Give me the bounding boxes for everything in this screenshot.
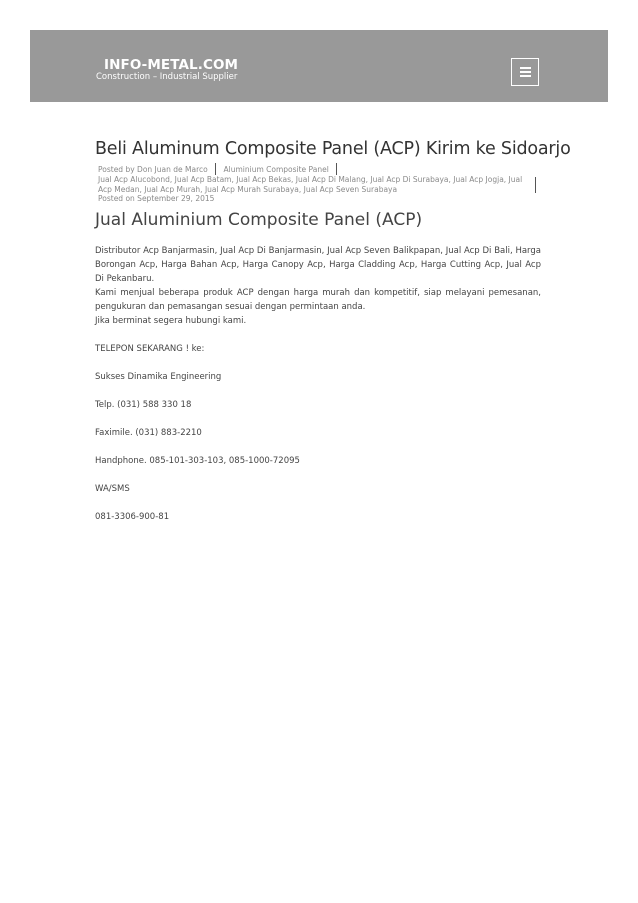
wa-sms-label: WA/SMS <box>95 484 130 494</box>
paragraph-distributor: Distributor Acp Banjarmasin, Jual Acp Di Banjarmasin, Jual Acp Seven Balikpapan, Jual Acp Di Bali, Harga Borongan Acp, Harga Bahan Acp, Harga Canopy Acp, Harga Cladding Acp, Harga Cutting Acp, Jual Acp Di Pekanbaru. <box>95 246 541 284</box>
paragraph-contact-invite: Jika berminat segera hubungi kami. <box>95 316 247 326</box>
post-content <box>95 244 541 524</box>
posted-on-date: Posted on September 29, 2015 <box>98 194 215 203</box>
hamburger-icon <box>520 65 531 79</box>
tag-links[interactable]: Jual Acp Alucobond, Jual Acp Batam, Jual Acp Bekas, Jual Acp Di Malang, Jual Acp Di Surabaya, Jual Acp Jogja, Jual Acp Medan, Jual Acp Murah, Jual Acp Murah Surabaya, Jual Acp Seven Surabaya <box>98 175 523 194</box>
section-heading: Jual Aluminium Composite Panel (ACP) <box>95 210 423 230</box>
post-title: Beli Aluminum Composite Panel (ACP) Kirim ke Sidoarjo <box>95 139 571 159</box>
site-header <box>30 30 608 102</box>
posted-by-label: Posted by <box>98 165 135 174</box>
call-now-text: TELEPON SEKARANG ! ke: <box>95 344 205 354</box>
category-link[interactable]: Aluminium Composite Panel <box>223 165 329 174</box>
company-name: Sukses Dinamika Engineering <box>95 372 222 382</box>
meta-divider <box>336 163 337 175</box>
phone-number: Telp. (031) 588 330 18 <box>95 400 192 410</box>
fax-number: Faximile. (031) 883-2210 <box>95 428 202 438</box>
wa-sms-number: 081-3306-900-81 <box>95 512 170 522</box>
meta-divider <box>535 177 536 193</box>
meta-divider <box>215 163 216 175</box>
post-meta <box>98 163 541 204</box>
site-title-link[interactable]: INFO-METAL.COM <box>104 57 239 73</box>
author-link[interactable]: Don Juan de Marco <box>137 165 208 174</box>
tags-list <box>98 175 541 194</box>
site-tagline: Construction – Industrial Supplier <box>96 72 238 82</box>
menu-toggle-button[interactable] <box>511 58 539 86</box>
paragraph-products: Kami menjual beberapa produk ACP dengan harga murah dan kompetitif, siap melayani pemesanan, pengukuran dan pemasangan sesuai dengan permintaan anda. <box>95 288 541 312</box>
handphone-number: Handphone. 085-101-303-103, 085-1000-72095 <box>95 456 300 466</box>
